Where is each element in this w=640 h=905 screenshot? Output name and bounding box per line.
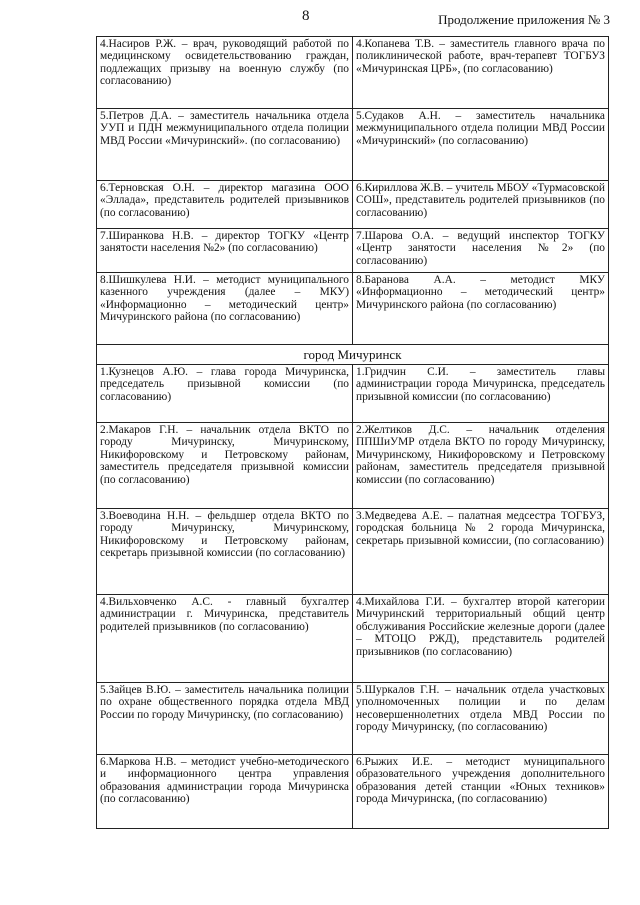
reserve-member-cell (353, 423, 609, 509)
main-member-text: 6.Маркова Н.В. – методист учебно-методического и информационного центра управления образования администрации города Мичуринска (по согласованию) (100, 756, 349, 806)
reserve-member-text: 2.Желтиков Д.С. – начальник отделения ППШиУМР отдела ВКТО по городу Мичуринску, Мичуринскому, Никифоровскому и Петровскому районам, заместитель председателя призывной комиссии (по согласованию) (356, 424, 605, 486)
main-member-cell (97, 181, 353, 229)
main-member-text: 1.Кузнецов А.Ю. – глава города Мичуринска, председатель призывной комиссии (по согласованию) (100, 366, 349, 403)
table-row (97, 595, 609, 683)
reserve-member-text: 1.Гридчин С.И. – заместитель главы администрации города Мичуринска, председатель призывной комиссии (по согласованию) (356, 366, 605, 403)
main-member-cell (97, 365, 353, 423)
table-row (97, 365, 609, 423)
main-member-cell (97, 595, 353, 683)
reserve-member-text: 3.Медведева А.Е. – палатная медсестра ТОГБУЗ, городская больница № 2 города Мичуринска, секретарь призывной комиссии, (по согласованию) (356, 510, 605, 547)
reserve-member-cell (353, 229, 609, 273)
reserve-member-text: 4.Копанева Т.В. – заместитель главного врача по поликлинической работе, врач-терапевт ТОГБУЗ «Мичуринская ЦРБ», (по согласованию) (356, 38, 605, 75)
reserve-member-cell (353, 273, 609, 345)
main-member-text: 3.Воеводина Н.Н. – фельдшер отдела ВКТО по городу Мичуринску, Мичуринскому, Никифоровскому и Петровскому районам, секретарь призывной комиссии (по согласованию) (100, 510, 349, 560)
table-row (97, 683, 609, 755)
main-member-text: 4.Вильховченко А.С. - главный бухгалтер администрации г. Мичуринска, представитель родителей призывников (по согласованию) (100, 596, 349, 633)
appendix-continuation-heading: Продолжение приложения № 3 (438, 12, 610, 27)
reserve-member-cell (353, 509, 609, 595)
main-member-text: 8.Шишкулева Н.И. – методист муниципального казенного учреждения (далее – МКУ) «Информационно – методический центр» Мичуринского района (по согласованию) (100, 274, 349, 324)
main-member-text: 6.Терновская О.Н. – директор магазина ООО «Эллада», представитель родителей призывников (по согласованию) (100, 182, 349, 219)
table-row (97, 229, 609, 273)
reserve-member-text: 5.Шуркалов Г.Н. – начальник отдела участковых уполномоченных полиции и по делам несовершеннолетних отдела МВД России по городу Мичуринску, (по согласованию) (356, 684, 605, 734)
main-member-cell (97, 273, 353, 345)
main-member-cell (97, 423, 353, 509)
section-title: город Мичуринск (97, 345, 609, 365)
reserve-member-text: 5.Судаков А.Н. – заместитель начальника межмуниципального отдела полиции МВД России «Мичуринский» (по согласованию) (356, 110, 605, 147)
main-member-text: 4.Насиров Р.Ж. – врач, руководящий работой по медицинскому освидетельствованию граждан, подлежащих призыву на военную службу (по согласованию) (100, 38, 349, 88)
main-member-cell (97, 683, 353, 755)
main-member-cell (97, 509, 353, 595)
main-member-text: 7.Ширанкова Н.В. – директор ТОГКУ «Центр занятости населения №2» (по согласованию) (100, 230, 349, 255)
reserve-member-cell (353, 683, 609, 755)
table-row (97, 37, 609, 109)
table-row (97, 423, 609, 509)
table-row (97, 755, 609, 829)
main-member-cell (97, 229, 353, 273)
reserve-member-text: 8.Баранова А.А. – методист МКУ «Информационно – методический центр» Мичуринского района (по согласованию) (356, 274, 605, 311)
page-number: 8 (302, 8, 310, 24)
reserve-member-text: 6.Кириллова Ж.В. – учитель МБОУ «Турмасовской СОШ», представитель родителей призывников (по согласованию) (356, 182, 605, 219)
table-row (97, 273, 609, 345)
main-member-text: 5.Зайцев В.Ю. – заместитель начальника полиции по охране общественного порядка отдела МВД России по городу Мичуринску, (по согласованию) (100, 684, 349, 721)
reserve-member-cell (353, 365, 609, 423)
reserve-member-cell (353, 755, 609, 829)
commission-members-table (96, 36, 609, 829)
reserve-member-text: 4.Михайлова Г.И. – бухгалтер второй категории Мичуринский территориальный общий центр обслуживания Российские железные дороги (далее – МТОЦО РЖД), представитель родителей призывников (по согласованию) (356, 596, 605, 658)
reserve-member-cell (353, 109, 609, 181)
main-member-cell (97, 37, 353, 109)
reserve-member-text: 7.Шарова О.А. – ведущий инспектор ТОГКУ «Центр занятости населения №2» (по согласованию) (356, 230, 605, 267)
reserve-member-cell (353, 595, 609, 683)
section-row (97, 345, 609, 365)
table-row (97, 109, 609, 181)
reserve-member-cell (353, 181, 609, 229)
reserve-member-cell (353, 37, 609, 109)
main-member-cell (97, 755, 353, 829)
main-member-text: 2.Макаров Г.Н. – начальник отдела ВКТО по городу Мичуринску, Мичуринскому, Никифоровскому и Петровскому районам, заместитель председателя призывной комиссии (по согласованию) (100, 424, 349, 486)
reserve-member-text: 6.Рыжих И.Е. – методист муниципального образовательного учреждения дополнительного образования детей станции «Юных техников» города Мичуринска, (по согласованию) (356, 756, 605, 806)
table-row (97, 509, 609, 595)
main-member-text: 5.Петров Д.А. – заместитель начальника отдела УУП и ПДН межмуниципального отдела полиции МВД России «Мичуринский». (по согласованию) (100, 110, 349, 147)
main-member-cell (97, 109, 353, 181)
table-row (97, 181, 609, 229)
